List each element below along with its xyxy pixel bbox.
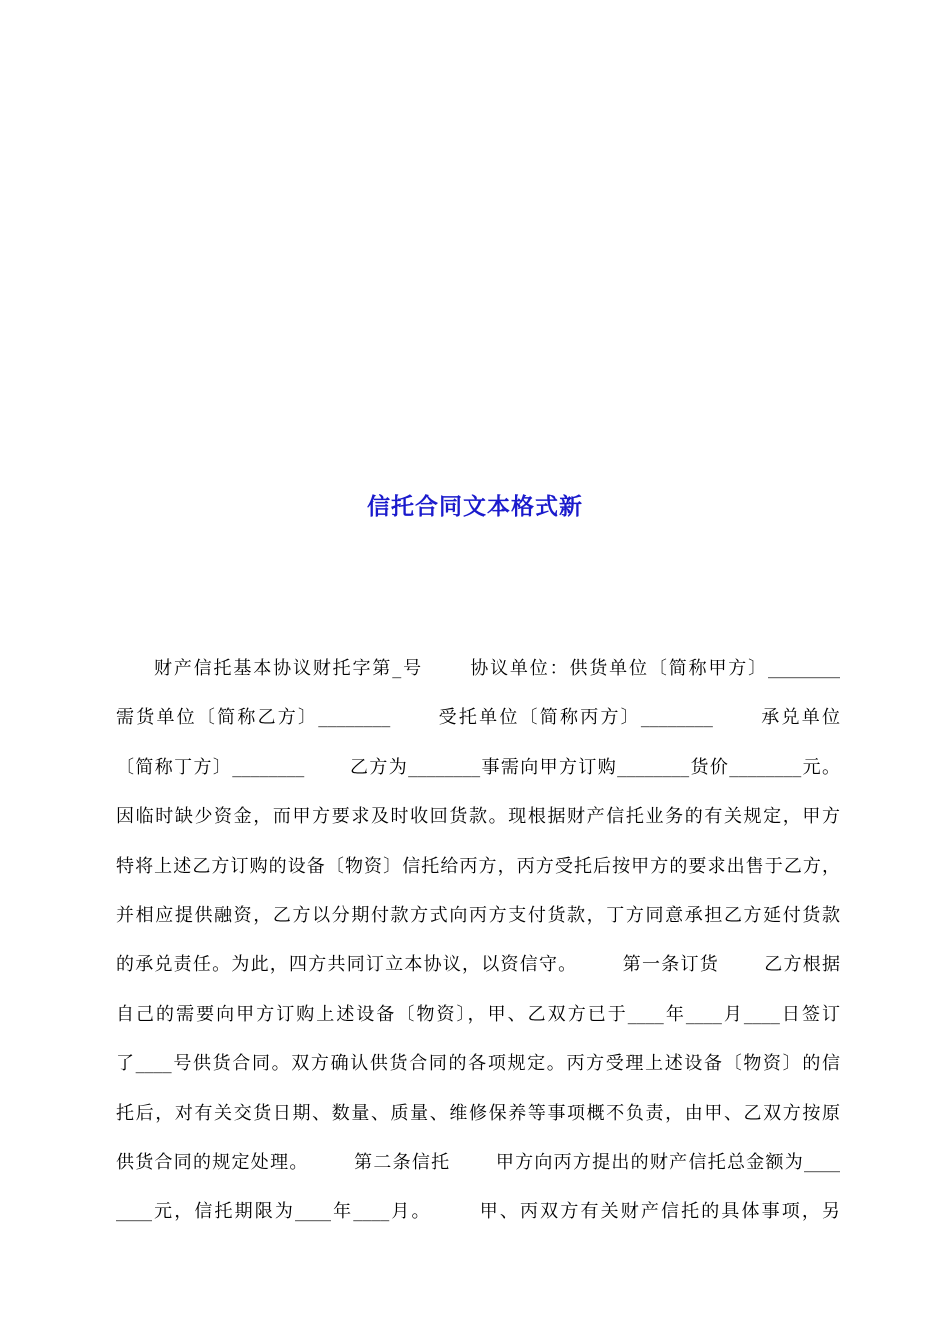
document-title: 信托合同文本格式新: [367, 494, 583, 520]
body-line: 托后，对有关交货日期、数量、质量、维修保养等事项概不负责，由甲、乙双方按原: [116, 1102, 840, 1124]
body-line: ____元，信托期限为____年____月。 甲、丙双方有关财产信托的具体事项，另: [116, 1201, 840, 1223]
body-line: 自己的需要向甲方订购上述设备〔物资〕，甲、乙双方已于____年____月____日签订: [116, 1003, 840, 1025]
body-line: 因临时缺少资金，而甲方要求及时收回货款。现根据财产信托业务的有关规定，甲方: [116, 806, 840, 828]
body-line: 供货合同的规定处理。 第二条信托 甲方向丙方提出的财产信托总金额为____: [116, 1151, 840, 1173]
body-line: 并相应提供融资，乙方以分期付款方式向丙方支付货款，丁方同意承担乙方延付货款: [116, 904, 840, 926]
body-line: 的承兑责任。为此，四方共同订立本协议，以资信守。 第一条订货 乙方根据: [116, 954, 840, 976]
body-line: 特将上述乙方订购的设备〔物资〕信托给丙方，丙方受托后按甲方的要求出售于乙方，: [116, 855, 840, 877]
body-line: 了____号供货合同。双方确认供货合同的各项规定。丙方受理上述设备〔物资〕的信: [116, 1053, 840, 1075]
body-line: 财产信托基本协议财托字第_号 协议单位：供货单位〔简称甲方〕________: [154, 658, 840, 679]
body-line: 需货单位〔简称乙方〕________ 受托单位〔简称丙方〕________ 承兑单位: [116, 707, 840, 729]
body-line: 〔简称丁方〕________ 乙方为________事需向甲方订购________货价________元。: [116, 756, 840, 778]
document-body: [116, 654, 840, 1247]
